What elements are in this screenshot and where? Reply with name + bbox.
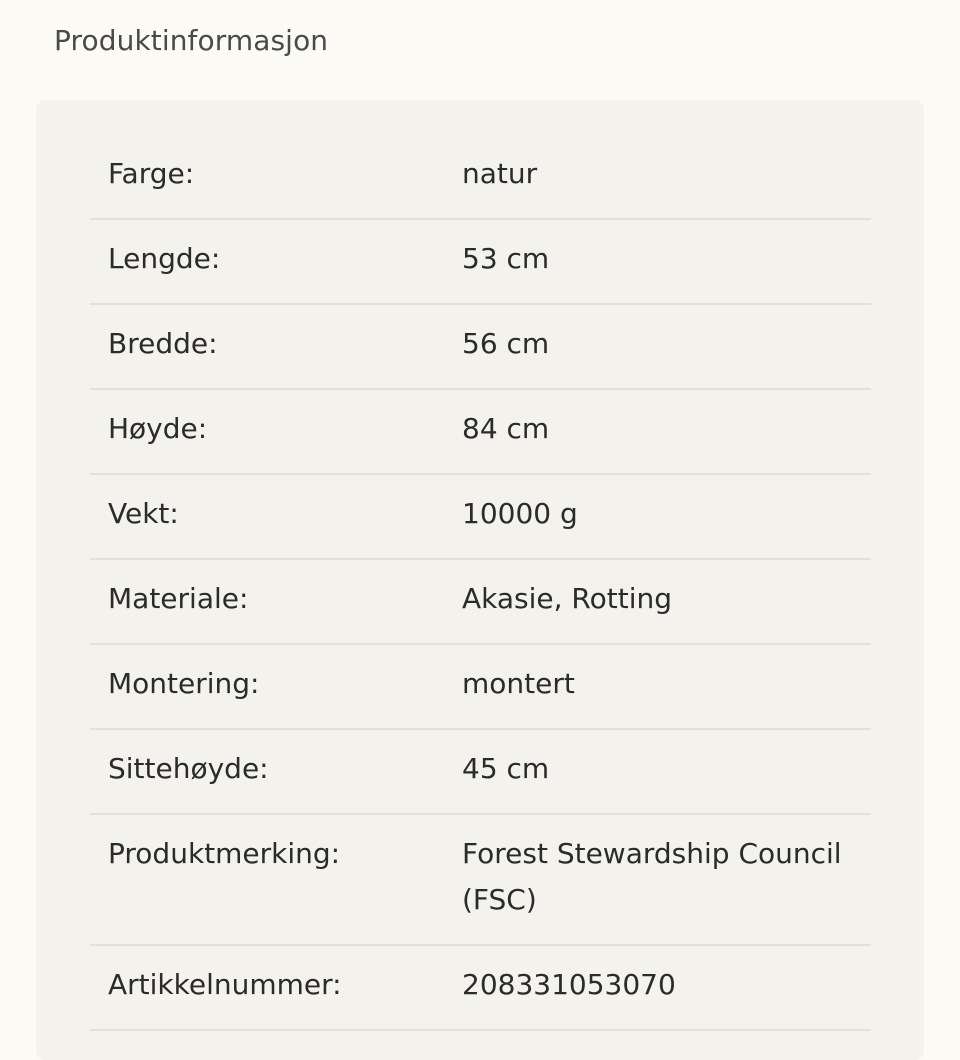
spec-value: Forest Stewardship Council (FSC) [462, 837, 842, 916]
spec-value: 45 cm [462, 752, 550, 785]
spec-row-artikkelnummer [90, 946, 871, 1031]
spec-row-hoyde [90, 390, 871, 475]
spec-row-montering [90, 645, 871, 730]
spec-label: Farge: [108, 157, 195, 190]
spec-row-materiale [90, 560, 871, 645]
spec-row-produktmerking [90, 815, 871, 946]
spec-value: Akasie, Rotting [462, 582, 673, 615]
spec-label: Sittehøyde: [108, 752, 269, 785]
spec-row-vekt [90, 475, 871, 560]
spec-value: 84 cm [462, 412, 550, 445]
spec-value: 10000 g [462, 497, 578, 530]
spec-value: 208331053070 [462, 968, 676, 1001]
spec-row-sittehoyde [90, 730, 871, 815]
spec-value: 56 cm [462, 327, 550, 360]
spec-row-bredde [90, 305, 871, 390]
spec-list [90, 135, 871, 1031]
spec-value: montert [462, 667, 575, 700]
spec-value: natur [462, 157, 538, 190]
spec-label: Høyde: [108, 412, 208, 445]
spec-value: 53 cm [462, 242, 550, 275]
spec-label: Vekt: [108, 497, 179, 530]
spec-row-farge [90, 135, 871, 220]
spec-label: Produktmerking: [108, 837, 341, 870]
spec-label: Lengde: [108, 242, 221, 275]
spec-label: Bredde: [108, 327, 218, 360]
spec-label: Montering: [108, 667, 260, 700]
spec-label: Artikkelnummer: [108, 968, 342, 1001]
spec-label: Materiale: [108, 582, 249, 615]
section-title: Produktinformasjon [54, 24, 329, 57]
product-info-panel [36, 100, 924, 1060]
spec-row-lengde [90, 220, 871, 305]
